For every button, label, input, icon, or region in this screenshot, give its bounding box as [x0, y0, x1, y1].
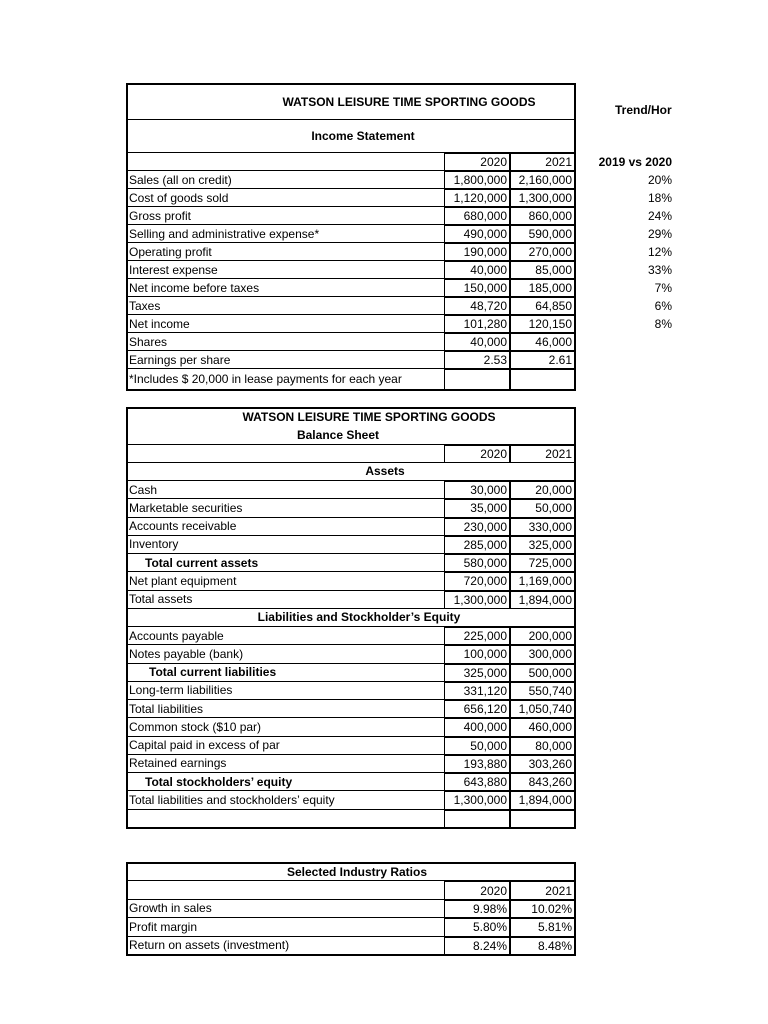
income-taxes-value-2020: 48,720 — [444, 297, 510, 315]
income-statement-table — [127, 84, 575, 390]
liabilities-total-liabilities-and-stockholders-equity-value-2021: 1,894,000 — [510, 791, 575, 809]
liabilities-accounts-payable-value-2021: 200,000 — [510, 627, 575, 645]
ratios-header-blank — [127, 881, 444, 899]
liabilities-total-current-liabilities-value-2020: 325,000 — [444, 664, 510, 682]
income-taxes-label: Taxes — [127, 297, 444, 315]
trend-gross-profit-pct: 24% — [647, 209, 672, 223]
income-net-income-value-2020: 101,280 — [444, 315, 510, 333]
income-cost-of-goods-sold-value-2020: 1,120,000 — [444, 189, 510, 207]
assets-accounts-receivable-value-2020: 230,000 — [444, 518, 510, 536]
liabilities-long-term-liabilities-value-2020: 331,120 — [444, 682, 510, 700]
liabilities-total-liabilities-and-stockholders-equity-value-2020: 1,300,000 — [444, 791, 510, 809]
income-cost-of-goods-sold-label: Cost of goods sold — [127, 189, 444, 207]
assets-total-assets-value-2020: 1,300,000 — [444, 591, 510, 609]
assets-heading: Assets — [127, 463, 575, 481]
liabilities-retained-earnings-value-2020: 193,880 — [444, 755, 510, 773]
trend-taxes-pct: 6% — [654, 299, 672, 313]
trend-selling-and-administrative-expense-pct: 29% — [647, 227, 672, 241]
income-year-2020-header: 2020 — [444, 153, 510, 171]
trend-operating-profit-pct: 12% — [647, 245, 672, 259]
income-net-income-before-taxes-value-2021: 185,000 — [510, 279, 575, 297]
liabilities-total-current-liabilities-label: Total current liabilities — [127, 664, 444, 682]
income-selling-and-administrative-expense-value-2020: 490,000 — [444, 225, 510, 243]
liabilities-notes-payable-bank-value-2021: 300,000 — [510, 645, 575, 663]
assets-inventory-label: Inventory — [127, 536, 444, 554]
assets-accounts-receivable-value-2021: 330,000 — [510, 518, 575, 536]
income-net-income-before-taxes-label: Net income before taxes — [127, 279, 444, 297]
balance-year-2021-header: 2021 — [510, 445, 575, 463]
income-sales-all-on-credit-label: Sales (all on credit) — [127, 171, 444, 189]
income-operating-profit-value-2020: 190,000 — [444, 243, 510, 261]
ratio-profit-margin-value-2021: 5.81% — [510, 918, 575, 936]
liabilities-notes-payable-bank-value-2020: 100,000 — [444, 645, 510, 663]
income-selling-and-administrative-expense-value-2021: 590,000 — [510, 225, 575, 243]
liabilities-total-stockholders-equity-value-2021: 843,260 — [510, 773, 575, 791]
balance-sheet-table — [127, 408, 575, 828]
income-footnote-blank-2020 — [444, 369, 510, 390]
liabilities-total-current-liabilities-value-2021: 500,000 — [510, 664, 575, 682]
balance-header-blank — [127, 445, 444, 463]
ratio-growth-in-sales-value-2020: 9.98% — [444, 900, 510, 918]
assets-net-plant-equipment-value-2020: 720,000 — [444, 572, 510, 590]
income-gross-profit-value-2021: 860,000 — [510, 207, 575, 225]
liabilities-total-liabilities-and-stockholders-equity-label: Total liabilities and stockholders’ equity — [127, 791, 444, 809]
assets-marketable-securities-label: Marketable securities — [127, 499, 444, 517]
income-year-2021-header: 2021 — [510, 153, 575, 171]
trend-period-header: 2019 vs 2020 — [598, 155, 672, 169]
income-net-income-label: Net income — [127, 315, 444, 333]
income-selling-and-administrative-expense-label: Selling and administrative expense* — [127, 225, 444, 243]
liabilities-total-liabilities-value-2021: 1,050,740 — [510, 700, 575, 718]
liabilities-common-stock-10-par-label: Common stock ($10 par) — [127, 718, 444, 736]
assets-cash-value-2021: 20,000 — [510, 481, 575, 499]
income-shares-value-2021: 46,000 — [510, 333, 575, 351]
ratio-profit-margin-label: Profit margin — [127, 918, 444, 936]
trend-sales-all-on-credit-pct: 20% — [647, 173, 672, 187]
liabilities-accounts-payable-value-2020: 225,000 — [444, 627, 510, 645]
income-sales-all-on-credit-value-2021: 2,160,000 — [510, 171, 575, 189]
income-cost-of-goods-sold-value-2021: 1,300,000 — [510, 189, 575, 207]
income-footnote: *Includes $ 20,000 in lease payments for each year — [127, 369, 444, 390]
ratio-return-on-assets-investment-value-2021: 8.48% — [510, 937, 575, 955]
trend-column — [580, 153, 674, 333]
balance-empty-row-2020 — [444, 810, 510, 828]
assets-total-current-assets-value-2021: 725,000 — [510, 554, 575, 572]
income-company-title: WATSON LEISURE TIME SPORTING GOODS — [127, 84, 575, 120]
liabilities-total-liabilities-value-2020: 656,120 — [444, 700, 510, 718]
trend-cost-of-goods-sold-pct: 18% — [647, 191, 672, 205]
liabilities-common-stock-10-par-value-2021: 460,000 — [510, 718, 575, 736]
income-interest-expense-value-2021: 85,000 — [510, 261, 575, 279]
assets-inventory-value-2020: 285,000 — [444, 536, 510, 554]
income-interest-expense-value-2020: 40,000 — [444, 261, 510, 279]
assets-cash-value-2020: 30,000 — [444, 481, 510, 499]
assets-total-assets-label: Total assets — [127, 591, 444, 609]
assets-marketable-securities-value-2020: 35,000 — [444, 499, 510, 517]
income-interest-expense-label: Interest expense — [127, 261, 444, 279]
liabilities-notes-payable-bank-label: Notes payable (bank) — [127, 645, 444, 663]
income-gross-profit-value-2020: 680,000 — [444, 207, 510, 225]
income-header-blank — [127, 153, 444, 171]
ratios-year-2021-header: 2021 — [510, 881, 575, 899]
balance-company-title: WATSON LEISURE TIME SPORTING GOODS — [242, 410, 496, 425]
income-shares-label: Shares — [127, 333, 444, 351]
ratio-growth-in-sales-label: Growth in sales — [127, 900, 444, 918]
liabilities-total-liabilities-label: Total liabilities — [127, 700, 444, 718]
ratio-growth-in-sales-value-2021: 10.02% — [510, 900, 575, 918]
liabilities-capital-paid-in-excess-of-par-value-2021: 80,000 — [510, 737, 575, 755]
liabilities-common-stock-10-par-value-2020: 400,000 — [444, 718, 510, 736]
income-net-income-value-2021: 120,150 — [510, 315, 575, 333]
income-net-income-before-taxes-value-2020: 150,000 — [444, 279, 510, 297]
assets-marketable-securities-value-2021: 50,000 — [510, 499, 575, 517]
income-statement-title: Income Statement — [127, 120, 575, 153]
income-earnings-per-share-label: Earnings per share — [127, 351, 444, 369]
assets-cash-label: Cash — [127, 481, 444, 499]
assets-total-assets-value-2021: 1,894,000 — [510, 591, 575, 609]
assets-inventory-value-2021: 325,000 — [510, 536, 575, 554]
industry-ratios-table — [127, 863, 575, 955]
assets-net-plant-equipment-label: Net plant equipment — [127, 572, 444, 590]
liabilities-accounts-payable-label: Accounts payable — [127, 627, 444, 645]
liabilities-long-term-liabilities-value-2021: 550,740 — [510, 682, 575, 700]
balance-year-2020-header: 2020 — [444, 445, 510, 463]
trend-net-income-before-taxes-pct: 7% — [654, 281, 672, 295]
income-sales-all-on-credit-value-2020: 1,800,000 — [444, 171, 510, 189]
income-operating-profit-label: Operating profit — [127, 243, 444, 261]
income-earnings-per-share-value-2020: 2.53 — [444, 351, 510, 369]
assets-total-current-assets-label: Total current assets — [127, 554, 444, 572]
income-shares-value-2020: 40,000 — [444, 333, 510, 351]
trend-interest-expense-pct: 33% — [647, 263, 672, 277]
liabilities-total-stockholders-equity-label: Total stockholders’ equity — [127, 773, 444, 791]
liabilities-equity-heading: Liabilities and Stockholder’s Equity — [127, 609, 575, 627]
liabilities-total-stockholders-equity-value-2020: 643,880 — [444, 773, 510, 791]
industry-ratios-title: Selected Industry Ratios — [127, 863, 575, 881]
liabilities-capital-paid-in-excess-of-par-label: Capital paid in excess of par — [127, 737, 444, 755]
assets-accounts-receivable-label: Accounts receivable — [127, 518, 444, 536]
ratio-return-on-assets-investment-label: Return on assets (investment) — [127, 937, 444, 955]
income-operating-profit-value-2021: 270,000 — [510, 243, 575, 261]
ratio-profit-margin-value-2020: 5.80% — [444, 918, 510, 936]
balance-empty-row-2021 — [510, 810, 575, 828]
liabilities-long-term-liabilities-label: Long-term liabilities — [127, 682, 444, 700]
income-footnote-blank-2021 — [510, 369, 575, 390]
trend-title: Trend/Hor — [615, 103, 672, 117]
assets-net-plant-equipment-value-2021: 1,169,000 — [510, 572, 575, 590]
balance-empty-row-label — [127, 810, 444, 828]
liabilities-capital-paid-in-excess-of-par-value-2020: 50,000 — [444, 737, 510, 755]
trend-net-income-pct: 8% — [654, 317, 672, 331]
balance-sheet-title: Balance Sheet — [127, 426, 575, 444]
ratios-year-2020-header: 2020 — [444, 881, 510, 899]
liabilities-retained-earnings-label: Retained earnings — [127, 755, 444, 773]
ratio-return-on-assets-investment-value-2020: 8.24% — [444, 937, 510, 955]
income-taxes-value-2021: 64,850 — [510, 297, 575, 315]
assets-total-current-assets-value-2020: 580,000 — [444, 554, 510, 572]
income-gross-profit-label: Gross profit — [127, 207, 444, 225]
liabilities-retained-earnings-value-2021: 303,260 — [510, 755, 575, 773]
income-earnings-per-share-value-2021: 2.61 — [510, 351, 575, 369]
